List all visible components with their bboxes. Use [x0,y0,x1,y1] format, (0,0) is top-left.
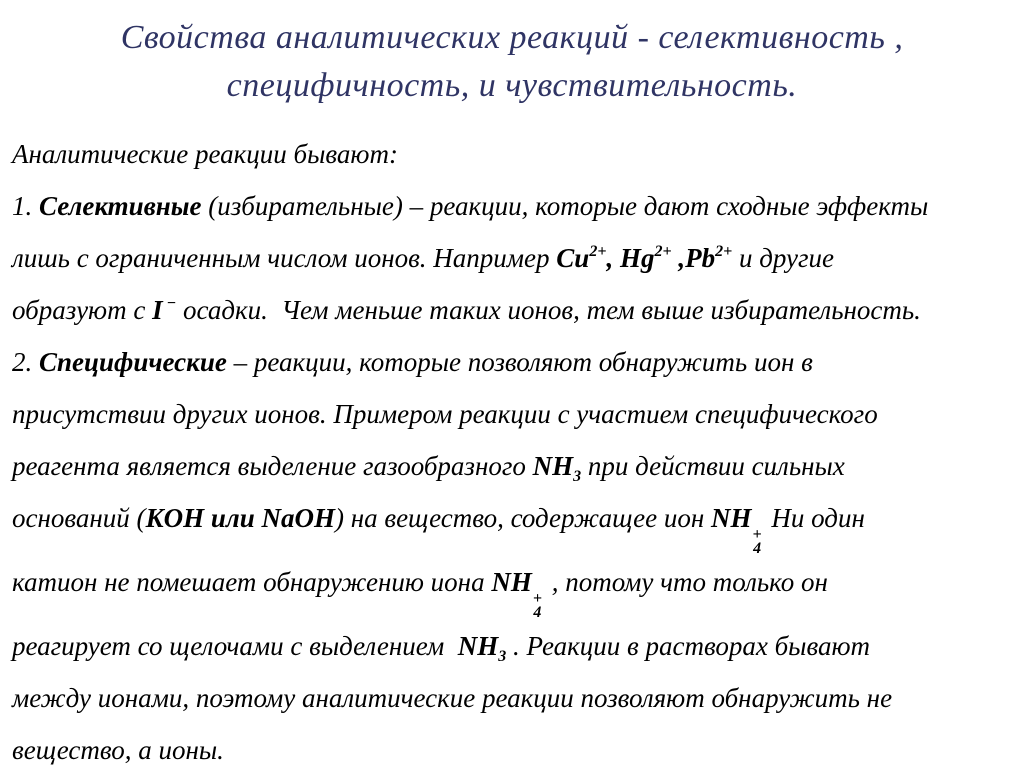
slide-body [0,128,1024,767]
text-line: между ионами, поэтому аналитические реакции позволяют обнаружить не [12,683,893,713]
text-line: реагента является выделение газообразного $NH_3$ при действии сильных [12,451,845,485]
text-line: реагирует со щелочами с выделением $NH_3$ . Реакции в растворах бывают [12,631,871,665]
slide-title-line-1: Свойства аналитических реакций - селективность , [120,19,904,56]
text-line: Аналитические реакции бывают: [12,139,398,169]
text-line: вещество, а ионы. [12,735,224,765]
slide-title-line-2: специфичность, и чувствительность. [226,67,798,104]
text-line: 2. Специфические – реакции, которые позволяют обнаружить ион в [12,347,813,377]
text-line: оснований (KOH или NaOH) на вещество, содержащее ион NH + 4 Ни один [12,503,865,557]
slide-title [0,0,1024,110]
text-line: катион не помешает обнаружению иона NH + 4 , потому что только он [12,567,828,621]
text-line: присутствии других ионов. Примером реакции с участием специфического [12,399,878,429]
text-line: образуют с I − осадки. Чем меньше таких ионов, тем выше избирательность. [12,295,921,325]
text-line: 1. Селективные (избирательные) – реакции, которые дают сходные эффекты [12,191,929,221]
text-line: лишь с ограниченным числом ионов. Например $Cu^{2+}$, $Hg^{2+}$ $,Pb^{2+}$ и другие [12,243,835,273]
